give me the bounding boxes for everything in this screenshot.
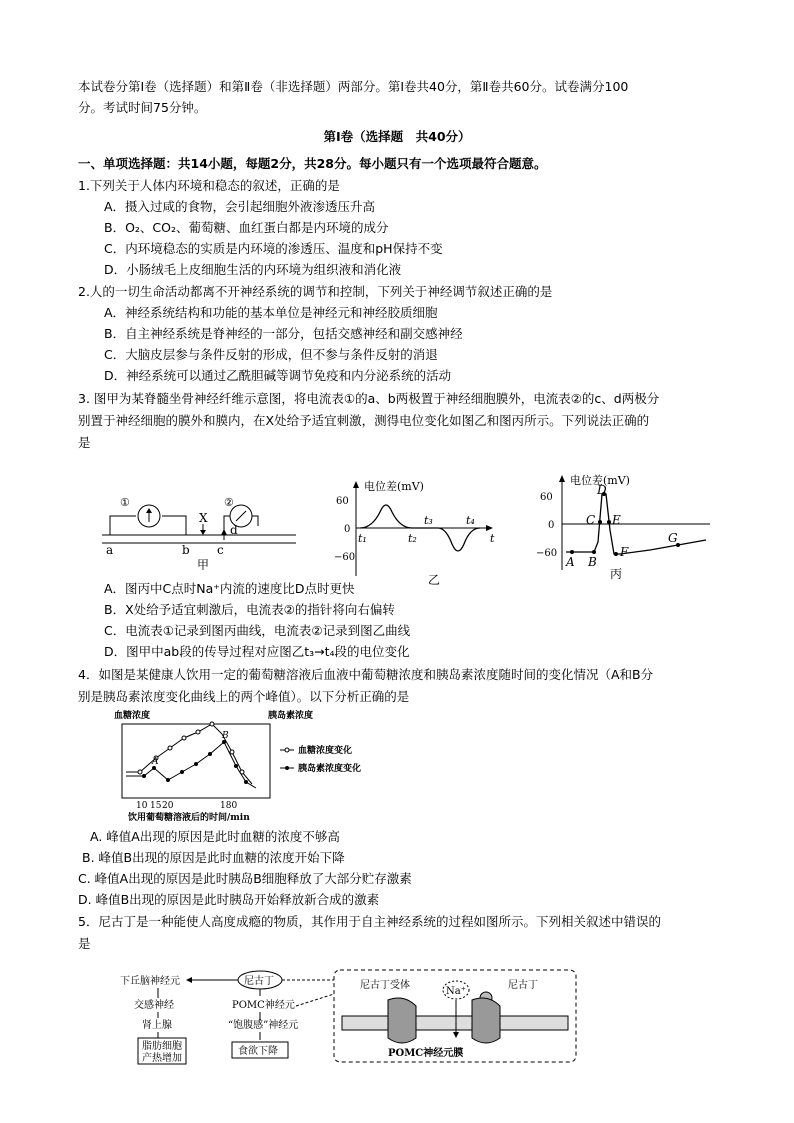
bing-F: F	[620, 545, 629, 559]
q4-option-a: A. 峰值A出现的原因是此时血糖的浓度不够高	[90, 829, 340, 844]
peak-b-label: B	[222, 731, 229, 741]
meter-2-label: ②	[224, 496, 234, 509]
q2-option-d: D．神经系统可以通过乙酰胆碱等调节免疫和内分泌系统的活动	[104, 368, 452, 383]
figure-yi-label: 乙	[428, 573, 441, 587]
bing-A: A	[566, 555, 575, 569]
tick-20: 20	[162, 801, 174, 811]
bing-E: E	[612, 513, 621, 527]
yi-t2: t₂	[408, 532, 417, 545]
section-title: 第Ⅰ卷（选择题 共40分）	[323, 129, 471, 144]
pole-b: b	[182, 543, 190, 557]
q3-stem-3: 是	[78, 435, 91, 450]
q4-option-c: C. 峰值A出现的原因是此时胰岛B细胞释放了大部分贮存激素	[78, 871, 412, 886]
chart-frame	[122, 724, 270, 798]
yi-t1: t₁	[358, 532, 367, 545]
bing-D: D	[597, 483, 607, 497]
q4-option-d: D. 峰值B出现的原因是此时胰岛开始释放新合成的激素	[78, 892, 380, 907]
satiety-label: “饱腹感”神经元	[228, 1020, 299, 1031]
x-label: X	[199, 511, 208, 525]
fat-cell-label-1: 脂肪细胞	[142, 1041, 182, 1052]
pole-c: c	[217, 543, 224, 557]
appetite-label: 食欲下降	[238, 1046, 278, 1057]
tick-15: 15	[150, 801, 162, 811]
part1-header: 一、单项选择题：共14小题，每题2分，共28分。每小题只有一个选项最符合题意。	[78, 156, 547, 171]
sympathetic-label: 交感神经	[134, 1000, 174, 1011]
intro-line-2: 分。考试时间75分钟。	[78, 100, 207, 115]
yi-yn60: −60	[334, 552, 356, 563]
hypothalamus-label: 下丘脑神经元	[120, 976, 180, 987]
membrane-label: POMC神经元膜	[388, 1048, 464, 1059]
legend-glucose: 血糖浓度变化	[298, 746, 353, 756]
q3-option-d: D．图甲中ab段的传导过程对应图乙t₃→t₄段的电位变化	[104, 644, 410, 659]
yi-t3: t₃	[424, 514, 433, 527]
peak-a-label: A	[152, 757, 159, 767]
q4-option-b: B. 峰值B出现的原因是此时血糖的浓度开始下降	[82, 850, 345, 865]
q3-figure-jia	[100, 490, 300, 570]
q1-option-c: C．内环境稳态的实质是内环境的渗透压、温度和pH保持不变	[104, 241, 443, 256]
intro-line-1: 本试卷分第Ⅰ卷（选择题）和第Ⅱ卷（非选择题）两部分。第Ⅰ卷共40分，第Ⅱ卷共60分。试卷满分100	[78, 79, 629, 94]
fat-cell-label-2: 产热增加	[142, 1053, 182, 1064]
q3-figure-yi	[330, 476, 500, 588]
q3-stem-2: 别置于神经细胞的膜外和膜内，在X处给予适宜刺激，测得电位变化如图乙和图丙所示。下列说法正确的	[78, 413, 650, 428]
q2-option-b: B．自主神经系统是脊神经的一部分，包括交感神经和副交感神经	[104, 326, 463, 341]
yi-y0: 0	[344, 524, 351, 535]
tick-10: 10	[136, 801, 148, 811]
yi-t4: t₄	[466, 514, 475, 527]
figure-jia-label: 甲	[197, 558, 210, 570]
adrenal-label: 肾上腺	[142, 1020, 172, 1031]
bing-C: C	[586, 513, 596, 527]
q3-figure-bing	[530, 470, 720, 582]
receptor-label: 尼古丁受体	[360, 980, 410, 991]
chart-ylabel-right: 胰岛素浓度	[268, 711, 314, 721]
yi-y60: 60	[336, 496, 349, 507]
meter-1-label: ①	[120, 496, 130, 509]
q3-option-b: B．X处给予适宜刺激后，电流表②的指针将向右偏转	[104, 602, 395, 617]
q1-option-d: D．小肠绒毛上皮细胞生活的内环境为组织液和消化液	[104, 262, 402, 277]
q4-chart	[112, 706, 402, 824]
q4-stem-2: 别是胰岛素浓度变化曲线上的两个峰值）。以下分析正确的是	[78, 689, 410, 704]
bing-y60: 60	[540, 492, 553, 503]
figure-bing-label: 丙	[610, 567, 623, 581]
chart-xlabel: 饮用葡萄糖溶液后的时间/min	[128, 813, 250, 823]
q3-option-a: A．图丙中C点时Na⁺内流的速度比D点时更快	[104, 581, 355, 596]
yi-ylabel: 电位差(mV)	[364, 480, 424, 493]
tick-180: 180	[220, 801, 238, 811]
membrane-bilayer	[342, 1016, 568, 1030]
bing-yn60: −60	[536, 548, 558, 559]
bing-B: B	[588, 555, 597, 569]
bing-G: G	[668, 531, 678, 545]
receptor-left	[388, 998, 416, 1043]
q2-option-c: C．大脑皮层参与条件反射的形成，但不参与条件反射的消退	[104, 347, 438, 362]
q3-option-c: C．电流表①记录到图丙曲线，电流表②记录到图乙曲线	[104, 623, 411, 638]
q3-stem-1: 3. 图甲为某脊髓坐骨神经纤维示意图，将电流表①的a、b两极置于神经细胞膜外，电流表②的c、d两极分	[78, 391, 660, 406]
chart-ylabel-left: 血糖浓度	[114, 711, 151, 721]
bing-ylabel: 电位差(mV)	[570, 474, 630, 487]
q1-option-a: A．摄入过咸的食物，会引起细胞外液渗透压升高	[104, 199, 376, 214]
q4-stem-1: 4．如图是某健康人饮用一定的葡萄糖溶液后血液中葡萄糖浓度和胰岛素浓度随时间的变化情况（A和B分	[78, 667, 654, 682]
q1-option-b: B．O₂、CO₂、葡萄糖、血红蛋白都是内环境的成分	[104, 220, 389, 235]
nicotine-2-label: 尼古丁	[508, 980, 538, 991]
q2-stem: 2.人的一切生命活动都离不开神经系统的调节和控制，下列关于神经调节叙述正确的是	[78, 284, 553, 299]
pole-a: a	[106, 543, 114, 557]
pomc-label: POMC神经元	[232, 1000, 295, 1011]
legend-insulin-marker	[285, 766, 289, 770]
yi-t: t	[490, 532, 495, 545]
q5-figure	[120, 966, 720, 1066]
pole-d: d	[230, 523, 238, 537]
receptor-right	[472, 998, 500, 1043]
q2-option-a: A．神经系统结构和功能的基本单位是神经元和神经胶质细胞	[104, 305, 438, 320]
nicotine-label: 尼古丁	[244, 976, 274, 987]
bing-y0: 0	[548, 520, 555, 531]
legend-glucose-marker	[285, 748, 289, 752]
na-label: Na⁺	[446, 986, 466, 997]
q1-stem: 1.下列关于人体内环境和稳态的叙述，正确的是	[78, 178, 340, 193]
q5-stem-2: 是	[78, 936, 91, 951]
q5-stem-1: 5．尼古丁是一种能使人高度成瘾的物质，其作用于自主神经系统的过程如图所示。下列相关叙述中错误的	[78, 914, 661, 929]
legend-insulin: 胰岛素浓度变化	[298, 764, 362, 774]
